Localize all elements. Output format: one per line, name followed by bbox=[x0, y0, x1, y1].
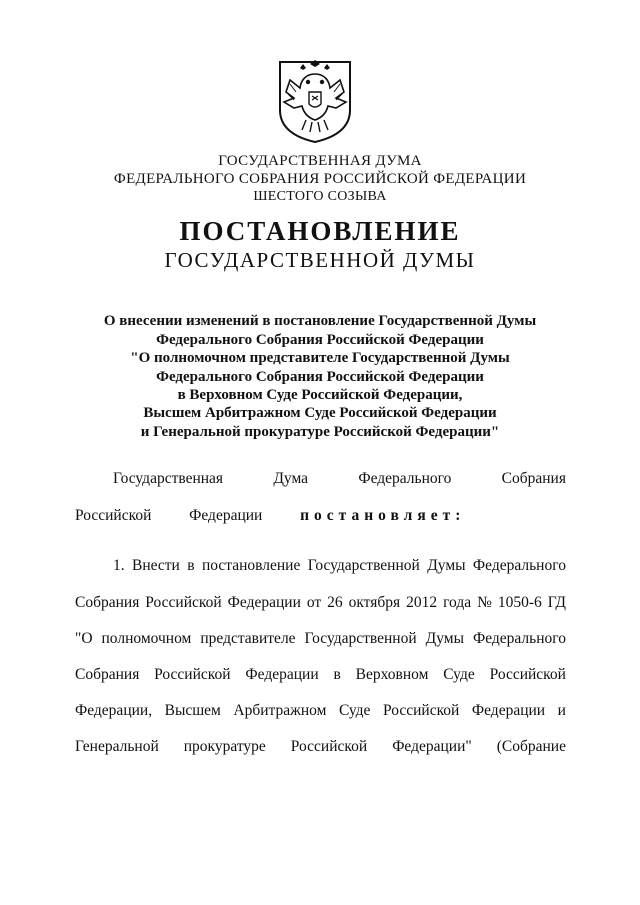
preamble-line bbox=[113, 470, 566, 488]
body-word: Государственной bbox=[304, 630, 417, 647]
document-title: ПОСТАНОВЛЕНИЕ bbox=[179, 216, 461, 246]
body-word: 1050-6 bbox=[497, 594, 542, 611]
subject-line: Федерального Собрания Российской Федерации bbox=[156, 369, 484, 385]
body-word: и bbox=[557, 702, 566, 719]
preamble-word: Собрания bbox=[501, 470, 566, 487]
body-word: 1. bbox=[113, 557, 125, 574]
body-line bbox=[75, 738, 566, 756]
body-word: Суде bbox=[443, 666, 475, 683]
subject-line: в Верховном Суде Российской Федерации, bbox=[177, 387, 463, 403]
body-word: полномочном bbox=[101, 630, 192, 647]
body-word: Верховном bbox=[355, 666, 429, 683]
preamble-word: Российской bbox=[75, 507, 152, 524]
body-word: Российской bbox=[145, 594, 222, 611]
preamble-word: Государственная bbox=[113, 470, 224, 487]
body-word: Российской bbox=[290, 738, 368, 755]
body-word: Федерации, bbox=[75, 702, 153, 719]
body-word: Арбитражном bbox=[233, 702, 327, 719]
subject-line: Высшем Арбитражном Суде Российской Федерации bbox=[143, 405, 497, 421]
coat-of-arms-emblem bbox=[276, 58, 354, 144]
body-word: Суде bbox=[338, 702, 371, 719]
body-line bbox=[113, 557, 566, 575]
body-word: Федерации" bbox=[392, 738, 472, 755]
preamble-word: Дума bbox=[273, 470, 309, 487]
body-word: представителе bbox=[200, 630, 296, 647]
subject-line: О внесении изменений в постановление Государственной Думы bbox=[103, 313, 537, 329]
body-line bbox=[75, 630, 566, 648]
header-line-state-duma: ГОСУДАРСТВЕННАЯ ДУМА bbox=[218, 153, 422, 169]
body-word: в bbox=[187, 557, 195, 574]
body-word: прокуратуре bbox=[183, 738, 266, 755]
preamble-word: Федерации bbox=[189, 507, 263, 524]
body-word: Российской bbox=[489, 666, 566, 683]
preamble-word: Федерального bbox=[358, 470, 452, 487]
body-word: Государственной bbox=[307, 557, 420, 574]
body-word: Думы bbox=[427, 557, 466, 574]
header-line-convocation: ШЕСТОГО СОЗЫВА bbox=[253, 189, 387, 204]
body-word: № bbox=[477, 594, 492, 611]
body-line bbox=[75, 666, 566, 684]
body-word: ГД bbox=[547, 594, 566, 611]
body-word: Российской bbox=[382, 702, 460, 719]
body-word: Внести bbox=[132, 557, 180, 574]
body-word: 26 bbox=[327, 594, 343, 611]
body-word: Федерального bbox=[472, 630, 566, 647]
body-word: (Собрание bbox=[496, 738, 566, 755]
body-word: постановление bbox=[201, 557, 301, 574]
document-subtitle: ГОСУДАРСТВЕННОЙ ДУМЫ bbox=[164, 248, 476, 272]
header-line-federal-assembly: ФЕДЕРАЛЬНОГО СОБРАНИЯ РОССИЙСКОЙ ФЕДЕРАЦИИ bbox=[113, 171, 527, 187]
body-word: 2012 bbox=[406, 594, 438, 611]
body-word: от bbox=[306, 594, 322, 611]
body-word: Собрания bbox=[75, 666, 140, 683]
body-word: Думы bbox=[425, 630, 464, 647]
body-word: Федерации bbox=[471, 702, 546, 719]
body-word: года bbox=[443, 594, 472, 611]
body-word: "О bbox=[75, 630, 93, 647]
subject-line: "О полномочном представителе Государственной Думы bbox=[130, 350, 510, 366]
body-word: Генеральной bbox=[75, 738, 159, 755]
body-line bbox=[75, 594, 566, 612]
body-word: в bbox=[333, 666, 341, 683]
body-word: Федерации bbox=[227, 594, 301, 611]
decree-word: постановляет: bbox=[300, 507, 466, 524]
body-word: Высшем bbox=[164, 702, 221, 719]
subject-line: Федерального Собрания Российской Федерации bbox=[156, 332, 484, 348]
body-word: Российской bbox=[154, 666, 231, 683]
body-word: Федерации bbox=[245, 666, 319, 683]
body-word: Федерального bbox=[472, 557, 566, 574]
body-word: октября bbox=[348, 594, 401, 611]
body-word: Собрания bbox=[75, 594, 140, 611]
body-line bbox=[75, 702, 566, 720]
preamble-line bbox=[75, 507, 465, 525]
subject-line: и Генеральной прокуратуре Российской Федерации" bbox=[140, 424, 500, 440]
